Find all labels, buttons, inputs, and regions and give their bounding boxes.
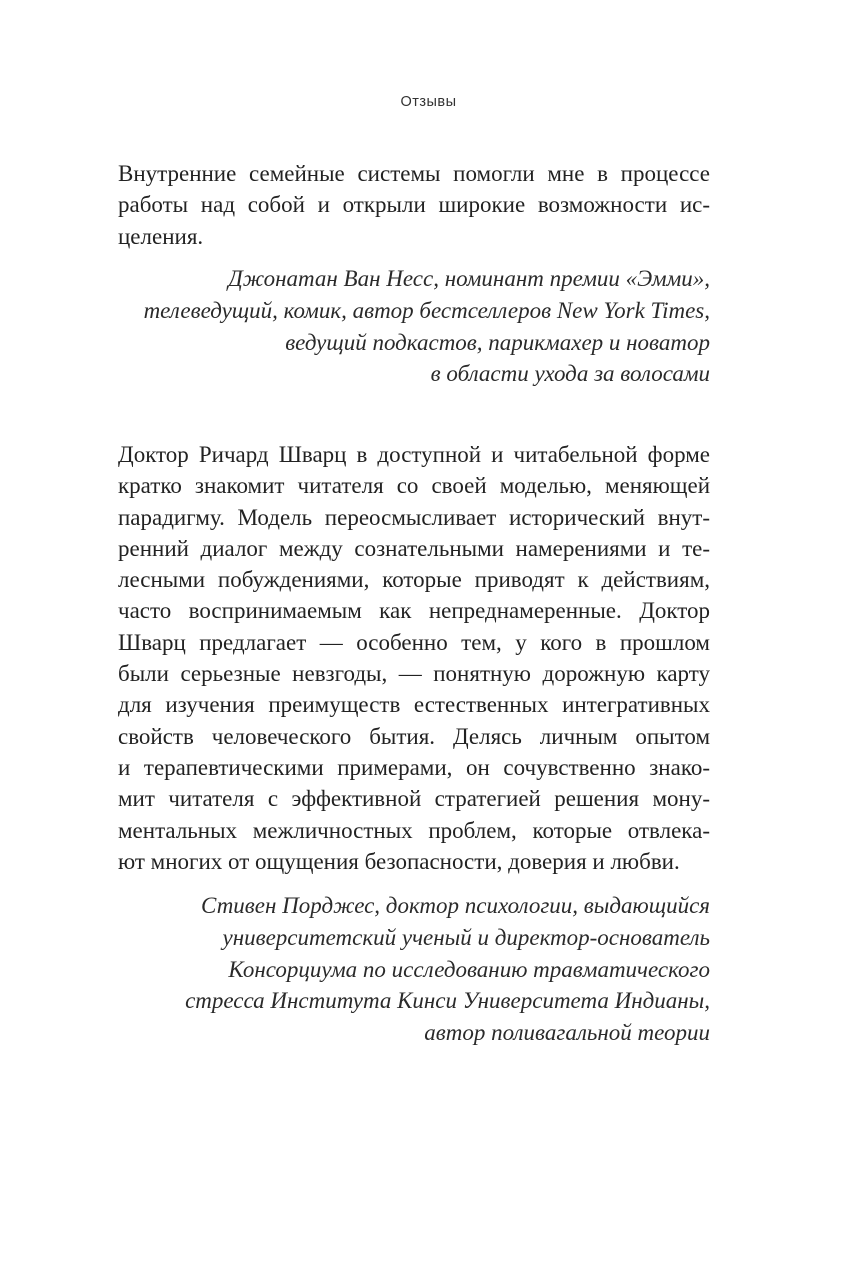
review-2-text-line: часто воспринимаемым как непреднамеренные. Доктор: [118, 598, 710, 624]
review-1-text-line: целения.: [118, 223, 204, 249]
attribution-line: автор поливагальной теории: [424, 1020, 710, 1046]
review-2-text-line: ментальных межличностных проблем, которые отвлека-: [118, 817, 710, 843]
review-2-text-line: свойств человеческого бытия. Делясь личным опытом: [118, 723, 710, 749]
review-2-text-line: Шварц предлагает — особенно тем, у кого в прошлом: [118, 629, 710, 655]
attribution-line: Консорциума по исследованию травматического: [228, 956, 710, 982]
attribution-line: телеведущий, комик, автор бестселлеров New York Times,: [143, 297, 710, 323]
review-2-attribution: [118, 890, 710, 1049]
attribution-line: Джонатан Ван Несс, номинант премии «Эмми»,: [228, 266, 710, 291]
attribution-line: ведущий подкастов, парикмахер и новатор: [285, 329, 710, 355]
review-2-text-line: мит читателя с эффективной стратегией решения мону-: [118, 786, 710, 812]
review-1-text-line: Внутренние семейные системы помогли мне в процессе: [118, 161, 710, 186]
review-2-text-line: парадигму. Модель переосмысливает исторический внут-: [118, 504, 710, 530]
review-2-text-line: кратко знакомит читателя со своей моделью, меняющей: [118, 473, 710, 499]
review-2-text-line: для изучения преимуществ естественных интегративных: [118, 692, 710, 718]
review-2-text: [118, 439, 710, 877]
review-2-text-line: ют многих от ощущения безопасности, доверия и любви.: [118, 848, 680, 874]
review-2-text-line: и терапевтическими примерами, он сочувственно знако-: [118, 754, 710, 780]
review-2-text-line: ренний диалог между сознательными намерениями и те-: [118, 535, 710, 561]
running-header: Отзывы: [400, 94, 457, 110]
review-2-text-line: Доктор Ричард Шварц в доступной и читабельной форме: [118, 442, 710, 467]
review-1-text: [118, 158, 710, 252]
review-1-attribution: [118, 263, 710, 390]
attribution-line: стресса Института Кинси Университета Индианы,: [185, 988, 710, 1014]
review-2-text-line: были серьезные невзгоды, — понятную дорожную карту: [118, 661, 710, 687]
attribution-line: в области ухода за волосами: [430, 361, 710, 387]
review-2-text-line: лесными побуждениями, которые приводят к действиям,: [118, 567, 710, 593]
attribution-line: университетский ученый и директор-основатель: [222, 924, 710, 950]
review-1-text-line: работы над собой и открыли широкие возможности ис-: [118, 192, 710, 218]
attribution-line: Стивен Порджес, доктор психологии, выдающийся: [201, 893, 710, 918]
